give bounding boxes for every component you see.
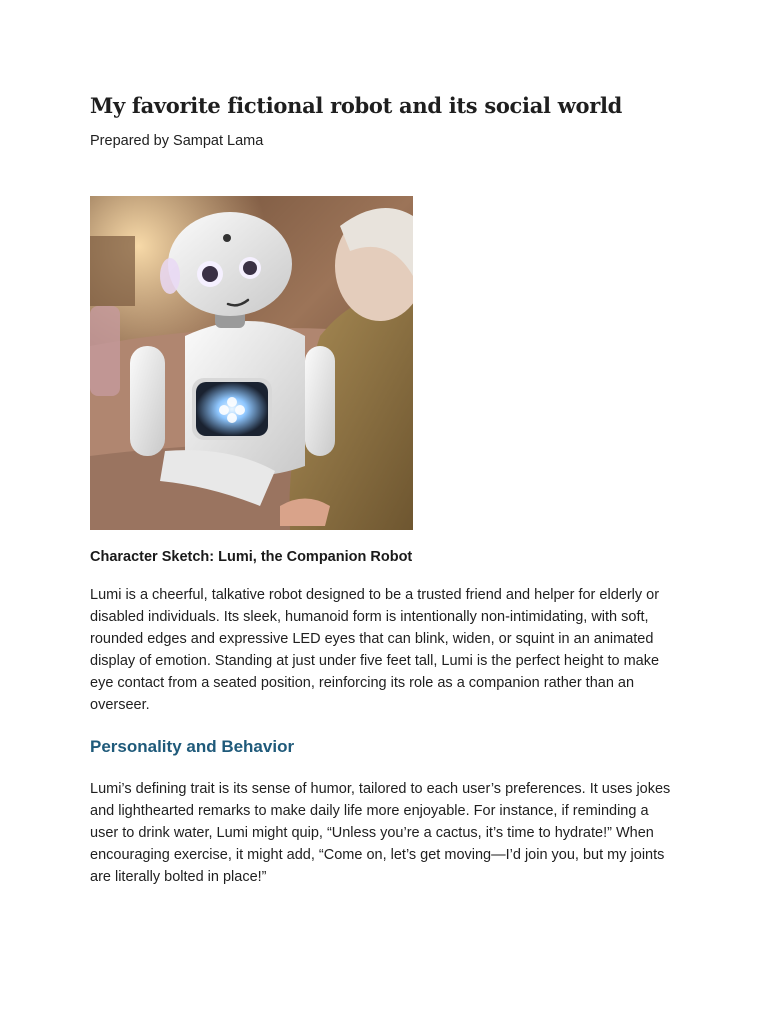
author-byline: Prepared by Sampat Lama bbox=[90, 133, 264, 149]
robot-companion-illustration bbox=[90, 196, 413, 530]
image-caption: Character Sketch: Lumi, the Companion Robot bbox=[90, 549, 413, 565]
section-heading-personality: Personality and Behavior bbox=[90, 737, 295, 756]
document-title: My favorite fictional robot and its social world bbox=[90, 93, 623, 118]
body-paragraph-personality: Lumi’s defining trait is its sense of humor, tailored to each user’s preferences. It uses jokes and lighthearted remarks to make daily life more enjoyable. For instance, if reminding a user to drink water, Lumi might quip, “Unless you’re a cactus, it’s time to hydrate!” When encouraging exercise, it might add, “Come on, let’s get moving—I’d join you, but my joints are literally bolted in place!” bbox=[90, 781, 671, 885]
body-paragraph-intro: Lumi is a cheerful, talkative robot designed to be a trusted friend and helper for elderly or disabled individuals. Its sleek, humanoid form is intentionally non-intimidating, with soft, rounded edges and expressive LED eyes that can blink, widen, or squint in an animated display of emotion. Standing at just under five feet tall, Lumi is the perfect height to make eye contact from a seated position, reinforcing its role as a companion rather than an overseer. bbox=[90, 587, 660, 713]
